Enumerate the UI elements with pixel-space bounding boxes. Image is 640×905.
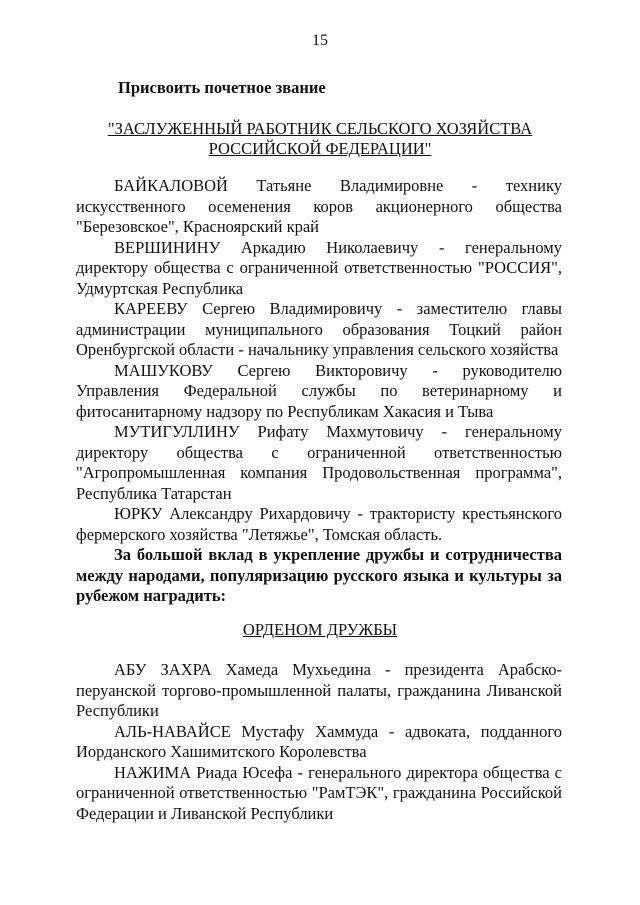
- decree-paragraph: За большой вклад в укрепление дружбы и сотрудничества между народами, популяризацию русского языка и культуры за рубежом наградить:: [76, 545, 562, 605]
- recipient-entry: МАШУКОВУ Сергею Викторовичу - руководителю Управления Федеральной службы по ветеринарному и фитосанитарному надзору по Республикам Хакасия и Тыва: [76, 360, 562, 421]
- recipient-entry: КАРЕЕВУ Сергею Владимировичу - заместителю главы администрации муниципального образования Тоцкий район Оренбургской области - начальнику управления сельского хозяйства: [76, 299, 562, 359]
- recipient-entry: ВЕРШИНИНУ Аркадию Николаевичу - генеральному директору общества с ограниченной ответственностью "РОССИЯ", Удмуртская Республика: [76, 237, 562, 298]
- honorary-title-line-2: РОССИЙСКОЙ ФЕДЕРАЦИИ": [208, 139, 432, 158]
- order-title: ОРДЕНОМ ДРУЖБЫ: [242, 620, 398, 639]
- recipient-entry: НАЖИМА Риада Юсефа - генерального директора общества с ограниченной ответственностью "РамТЭК", гражданина Российской Федерации и Ливанской Республики: [76, 762, 562, 823]
- recipient-entry: ЮРКУ Александру Рихардовичу - трактористу крестьянского фермерского хозяйства "Летяжье", Томская область.: [76, 504, 562, 544]
- recipient-entry: АЛЬ-НАВАЙСЕ Мустафу Хаммуда - адвоката, подданного Иорданского Хашимитского Королевства: [76, 721, 562, 761]
- recipient-entry: БАЙКАЛОВОЙ Татьяне Владимировне - технику искусственного осеменения коров акционерного общества "Березовское", Красноярский край: [76, 176, 562, 236]
- page-number: 15: [312, 32, 328, 49]
- recipient-entry: АБУ ЗАХРА Хамеда Мухьедина - президента Арабско-перуанской торгово-промышленной палаты, гражданина Ливанской Республики: [76, 660, 562, 720]
- recipients-list-1: [76, 176, 562, 545]
- recipients-list-2: [76, 660, 562, 824]
- honorary-title-line-1: "ЗАСЛУЖЕННЫЙ РАБОТНИК СЕЛЬСКОГО ХОЗЯЙСТВА: [107, 119, 533, 138]
- recipient-entry: МУТИГУЛЛИНУ Рифату Махмутовичу - генеральному директору общества с ограниченной ответственностью "Агропромышленная компания Продовольственная программа", Республика Татарстан: [76, 422, 562, 503]
- award-heading: Присвоить почетное звание: [118, 78, 326, 97]
